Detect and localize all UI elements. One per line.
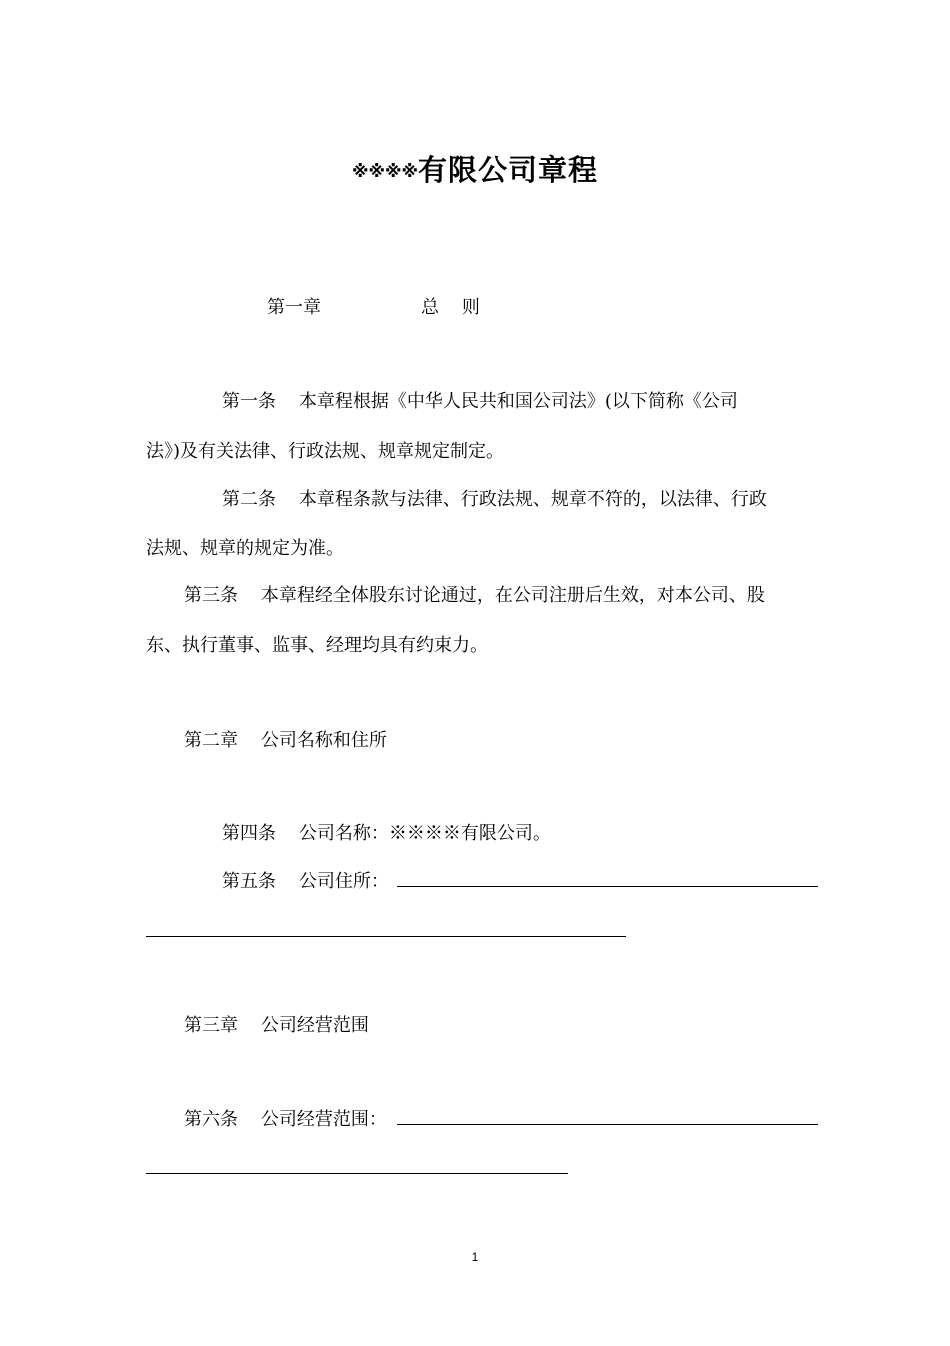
article1-line2: 法》)及有关法律、行政法规、规章规定制定。: [146, 441, 505, 462]
scope-blank-line-1: [397, 1124, 818, 1125]
document-title: [0, 148, 950, 189]
chapter1-title: 总 则: [421, 297, 480, 318]
page-number: 1: [471, 1250, 479, 1264]
article6: 第六条 公司经营范围：: [184, 1109, 387, 1130]
address-blank-line-1: [397, 886, 818, 887]
article3-line2: 东、执行董事、监事、经理均具有约束力。: [146, 635, 488, 656]
article5: 第五条 公司住所：: [222, 871, 389, 892]
article1-line1: 第一条 本章程根据《中华人民共和国公司法》(以下简称《公司: [222, 391, 738, 412]
article2-line2: 法规、规章的规定为准。: [146, 538, 344, 559]
article3-line1: 第三条 本章程经全体股东讨论通过，在公司注册后生效，对本公司、股: [184, 585, 765, 606]
title-main: 有限公司章程: [418, 153, 599, 187]
chapter2-heading: 第二章 公司名称和住所: [184, 730, 387, 751]
title-prefix: ※※※※: [351, 162, 419, 182]
chapter3-heading: 第三章 公司经营范围: [184, 1015, 369, 1036]
article2-line1: 第二条 本章程条款与法律、行政法规、规章不符的，以法律、行政: [222, 489, 767, 510]
address-blank-line-2: [146, 936, 626, 937]
chapter1-label: 第一章: [267, 297, 321, 318]
scope-blank-line-2: [146, 1173, 568, 1174]
article4: 第四条 公司名称：※※※※有限公司。: [222, 823, 551, 844]
